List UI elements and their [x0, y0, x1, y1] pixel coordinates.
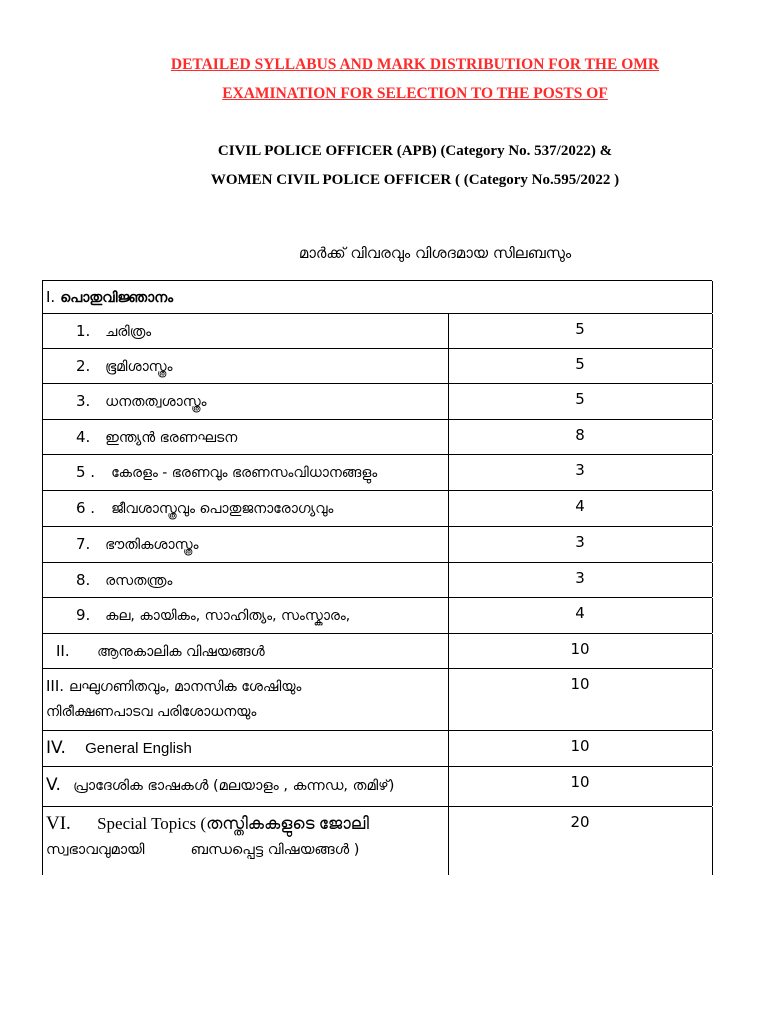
item-label: ഭൂമിശാസ്ത്രം — [105, 359, 173, 375]
table-row — [42, 349, 712, 384]
title-line-2: EXAMINATION FOR SELECTION TO THE POSTS OF — [222, 85, 608, 102]
section-label: പൊതുവിജ്ഞാനം — [60, 290, 174, 306]
section-label: ആനുകാലിക വിഷയങ്ങൾ — [97, 644, 265, 660]
malayalam-heading: മാർക്ക് വിവരവും വിശദമായ സിലബസും — [298, 244, 572, 262]
item-number: 8. — [76, 571, 91, 589]
section-marks: 10 — [570, 773, 590, 791]
table-row — [42, 598, 712, 634]
item-marks: 3 — [575, 569, 585, 587]
item-marks: 3 — [575, 533, 585, 551]
post-line-1: CIVIL POLICE OFFICER (APB) (Category No. 537/2022) & — [217, 143, 613, 159]
table-row — [42, 455, 712, 491]
section-marks: 10 — [570, 640, 590, 658]
section-label: General English — [85, 740, 192, 757]
item-number: 5 . — [76, 463, 96, 481]
item-number: 7. — [76, 535, 91, 553]
item-number: 1. — [76, 322, 91, 340]
item-marks: 5 — [575, 320, 585, 338]
table-row — [42, 491, 712, 527]
item-marks: 4 — [575, 497, 585, 515]
item-marks: 8 — [575, 426, 585, 444]
item-marks: 5 — [575, 355, 585, 373]
item-label: കേരളം - ഭരണവും ഭരണസംവിധാനങ്ങളും — [111, 465, 378, 481]
item-label: ചരിത്രം — [105, 324, 152, 340]
section-label-line-2: സ്വഭാവവുമായി ബന്ധപ്പെട്ട വിഷയങ്ങൾ ) — [46, 842, 360, 858]
section-label: പ്രാദേശിക ഭാഷകൾ (മലയാളം , കന്നഡ, തമിഴ്) — [73, 778, 395, 794]
section-label-line-1: Special Topics (തസ്തികകളുടെ ജോലി — [97, 814, 369, 833]
item-number: 9. — [76, 606, 91, 624]
item-label: ധനതത്വശാസ്ത്രം — [105, 394, 207, 410]
table-row — [42, 669, 712, 731]
item-label: കല, കായികം, സാഹിത്യം, സംസ്കാരം, — [105, 608, 351, 624]
section-number: VI. — [46, 813, 71, 834]
table-row — [42, 420, 712, 455]
table-row — [42, 731, 712, 767]
section-label-line-1: ലഘുഗണിതവും, മാനസിക ശേഷിയും — [69, 679, 302, 695]
table-row — [42, 767, 712, 807]
post-line-2: WOMEN CIVIL POLICE OFFICER ( (Category No.595/2022 ) — [210, 172, 620, 188]
item-label: രസതന്ത്രം — [105, 573, 173, 589]
marks-table — [42, 280, 712, 875]
section-number: II. — [56, 642, 70, 660]
table-row — [42, 527, 712, 563]
item-marks: 3 — [575, 461, 585, 479]
table-row — [42, 634, 712, 669]
section-number: I. — [46, 288, 56, 306]
item-label: ഭൗതികശാസ്ത്രം — [105, 537, 199, 553]
title-line-1: DETAILED SYLLABUS AND MARK DISTRIBUTION FOR THE OMR — [170, 56, 660, 73]
item-label: ജീവശാസ്ത്രവും പൊതുജനാരോഗ്യവും — [111, 501, 334, 517]
table-row — [42, 281, 712, 314]
item-marks: 5 — [575, 390, 585, 408]
item-number: 4. — [76, 428, 91, 446]
table-row — [42, 384, 712, 420]
section-number: III. — [46, 677, 65, 695]
section-number: V. — [46, 775, 61, 795]
item-number: 6 . — [76, 499, 96, 517]
section-marks: 20 — [570, 813, 590, 831]
section-marks: 10 — [570, 737, 590, 755]
item-label: ഇന്ത്യൻ ഭരണഘടന — [105, 430, 238, 446]
table-row — [42, 563, 712, 598]
section-marks: 10 — [570, 675, 590, 693]
table-row — [42, 807, 712, 875]
section-number: IV. — [46, 738, 66, 758]
item-number: 3. — [76, 392, 91, 410]
section-label-line-2: നിരീക്ഷണപാടവ പരിശോധനയും — [46, 704, 257, 720]
item-number: 2. — [76, 357, 91, 375]
table-row — [42, 314, 712, 349]
item-marks: 4 — [575, 604, 585, 622]
